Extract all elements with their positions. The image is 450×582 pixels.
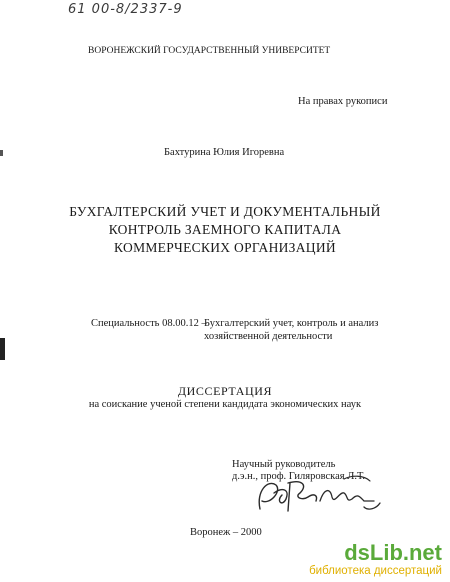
- scan-edge-bar: [0, 338, 5, 360]
- watermark-brand: dsLib.net: [344, 540, 442, 565]
- university-name: ВОРОНЕЖСКИЙ ГОСУДАРСТВЕННЫЙ УНИВЕРСИТЕТ: [88, 46, 331, 56]
- title-line-2: КОНТРОЛЬ ЗАЕМНОГО КАПИТАЛА: [108, 222, 342, 237]
- watermark-subtitle: библиотека диссертаций: [309, 565, 442, 577]
- dslib-watermark[interactable]: [309, 542, 442, 578]
- specialty-line-1: Бухгалтерский учет, контроль и анализ: [204, 318, 379, 329]
- title-line-1: БУХГАЛТЕРСКИЙ УЧЕТ И ДОКУМЕНТАЛЬНЫЙ: [69, 204, 381, 219]
- supervisor-label: Научный руководитель: [232, 459, 336, 470]
- place-year: Воронеж – 2000: [190, 527, 262, 538]
- specialty-line-2: хозяйственной деятельности: [204, 331, 333, 342]
- supervisor-name: д.э.н., проф. Гиляровская Л.Т.: [232, 471, 365, 482]
- specialty-label: Специальность 08.00.12 –: [91, 318, 207, 329]
- author-name: Бахтурина Юлия Игоревна: [164, 147, 285, 158]
- handwritten-signature: [252, 471, 402, 519]
- scan-edge-mark: [0, 150, 3, 156]
- rights-notice: На правах рукописи: [298, 96, 388, 107]
- dissertation-subtitle: на соискание ученой степени кандидата экономических наук: [88, 399, 362, 410]
- handwritten-code: 61 00-8/2337-9: [68, 2, 183, 17]
- dissertation-heading: ДИССЕРТАЦИЯ: [177, 384, 273, 398]
- title-line-3: КОММЕРЧЕСКИХ ОРГАНИЗАЦИЙ: [114, 240, 336, 255]
